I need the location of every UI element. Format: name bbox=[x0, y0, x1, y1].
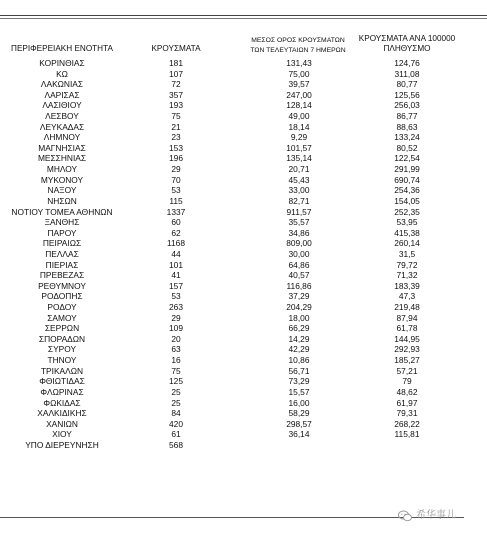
cell-mean: 82,71 bbox=[288, 195, 310, 206]
table-row bbox=[0, 323, 487, 334]
cell-mean: 809,00 bbox=[286, 238, 312, 249]
cell-region: ΠΡΕΒΕΖΑΣ bbox=[39, 270, 85, 281]
cell-cases: 70 bbox=[171, 174, 181, 185]
cell-per100k: 115,81 bbox=[394, 429, 420, 440]
cell-region: ΝΑΞΟΥ bbox=[47, 185, 77, 196]
table-row bbox=[0, 355, 487, 366]
cell-mean: 34,86 bbox=[288, 227, 310, 238]
cell-per100k: 79,72 bbox=[396, 259, 418, 270]
cell-cases: 125 bbox=[169, 376, 183, 387]
header-region: ΠΕΡΙΦΕΡΕΙΑΚΗ ΕΝΟΤΗΤΑ bbox=[11, 44, 113, 53]
cell-mean: 131,43 bbox=[286, 58, 312, 68]
cell-per100k: 252,35 bbox=[394, 206, 420, 217]
cell-per100k: 144,95 bbox=[394, 333, 420, 344]
table-row bbox=[0, 238, 487, 249]
cell-cases: 44 bbox=[171, 248, 181, 259]
cell-mean: 39,57 bbox=[288, 79, 310, 90]
cell-mean: 66,29 bbox=[288, 323, 310, 334]
cell-per100k: 47,3 bbox=[398, 291, 416, 302]
table-row bbox=[0, 100, 487, 111]
cell-region: ΞΑΝΘΗΣ bbox=[44, 217, 80, 228]
cell-per100k: 415,38 bbox=[394, 227, 420, 238]
cell-cases: 420 bbox=[169, 418, 183, 429]
cell-mean: 20,71 bbox=[288, 164, 310, 175]
cell-per100k: 61,97 bbox=[396, 397, 418, 408]
table-row bbox=[0, 185, 487, 196]
cell-mean: 45,43 bbox=[288, 174, 310, 185]
cell-cases: 61 bbox=[171, 429, 181, 440]
cell-region: ΠΙΕΡΙΑΣ bbox=[45, 259, 79, 270]
cell-mean: 911,57 bbox=[286, 206, 312, 217]
cell-region: ΦΘΙΩΤΙΔΑΣ bbox=[39, 376, 85, 387]
table-row bbox=[0, 58, 487, 69]
table-row bbox=[0, 366, 487, 377]
cell-per100k: 88,63 bbox=[396, 121, 418, 132]
cell-per100k: 185,27 bbox=[394, 355, 420, 366]
cell-per100k: 133,24 bbox=[394, 132, 420, 143]
cell-region: ΠΕΛΛΑΣ bbox=[45, 248, 79, 259]
cell-mean: 128,14 bbox=[286, 100, 312, 111]
cell-cases: 16 bbox=[171, 355, 181, 366]
cell-mean: 16,00 bbox=[288, 397, 310, 408]
header-per100k-line1: ΚΡΟΥΣΜΑΤΑ ΑΝΑ 100000 bbox=[358, 34, 456, 43]
cell-region: ΛΕΣΒΟΥ bbox=[45, 111, 79, 122]
cell-mean: 10,86 bbox=[288, 355, 310, 366]
cell-per100k: 79 bbox=[402, 376, 412, 387]
table-row bbox=[0, 196, 487, 207]
cell-per100k: 219,48 bbox=[394, 302, 420, 313]
cell-per100k: 690,74 bbox=[394, 174, 420, 185]
cell-cases: 75 bbox=[171, 365, 181, 376]
cell-region: ΤΡΙΚΑΛΩΝ bbox=[40, 365, 84, 376]
cell-region: ΝΗΣΩΝ bbox=[47, 195, 77, 206]
cell-region: ΧΑΛΚΙΔΙΚΗΣ bbox=[37, 408, 87, 419]
cell-cases: 157 bbox=[169, 280, 183, 291]
table-row bbox=[0, 344, 487, 355]
cell-cases: 568 bbox=[169, 439, 183, 450]
cell-mean: 30,00 bbox=[288, 248, 310, 259]
table-row bbox=[0, 79, 487, 90]
cell-region: ΡΟΔΟΥ bbox=[47, 302, 77, 313]
header-per100k-line2: ΠΛΗΘΥΣΜΟ bbox=[383, 44, 431, 53]
cell-mean: 135,14 bbox=[286, 153, 312, 164]
top-rule-double bbox=[0, 18, 487, 19]
cell-region: ΦΛΩΡΙΝΑΣ bbox=[40, 386, 84, 397]
cell-region: ΣΑΜΟΥ bbox=[47, 312, 77, 323]
cell-cases: 53 bbox=[171, 291, 181, 302]
cell-cases: 115 bbox=[169, 195, 183, 206]
cell-region: ΛΗΜΝΟΥ bbox=[43, 132, 81, 143]
table-row bbox=[0, 429, 487, 440]
cell-region: ΜΕΣΣΗΝΙΑΣ bbox=[37, 153, 87, 164]
cell-per100k: 48,62 bbox=[396, 386, 418, 397]
cell-mean: 14,29 bbox=[288, 333, 310, 344]
cell-mean: 36,14 bbox=[288, 429, 310, 440]
cell-region: ΚΩ bbox=[56, 68, 68, 79]
header-cases: ΚΡΟΥΣΜΑΤΑ bbox=[151, 44, 201, 53]
cell-cases: 263 bbox=[169, 302, 183, 313]
cell-cases: 84 bbox=[171, 408, 181, 419]
cell-region: ΛΑΣΙΘΙΟΥ bbox=[42, 100, 82, 111]
cell-cases: 25 bbox=[171, 386, 181, 397]
cell-mean: 42,29 bbox=[288, 344, 310, 355]
cell-cases: 21 bbox=[171, 121, 181, 132]
table-row bbox=[0, 313, 487, 324]
cell-mean: 35,57 bbox=[288, 217, 310, 228]
table-row bbox=[0, 387, 487, 398]
table-row bbox=[0, 143, 487, 154]
cell-per100k: 79,31 bbox=[396, 408, 418, 419]
table-row bbox=[0, 376, 487, 387]
cell-mean: 58,29 bbox=[288, 408, 310, 419]
cell-cases: 53 bbox=[171, 185, 181, 196]
cell-per100k: 124,76 bbox=[394, 58, 420, 68]
cell-region: ΝΟΤΙΟΥ ΤΟΜΕΑ ΑΘΗΝΩΝ bbox=[11, 206, 113, 217]
cell-cases: 109 bbox=[169, 323, 183, 334]
cell-per100k: 183,39 bbox=[394, 280, 420, 291]
table-row bbox=[0, 69, 487, 80]
header-mean-line1: ΜΕΣΟΣ ΟΡΟΣ ΚΡΟΥΣΜΑΤΩΝ bbox=[251, 37, 345, 44]
table-row bbox=[0, 270, 487, 281]
cell-per100k: 256,03 bbox=[394, 100, 420, 111]
cell-mean: 15,57 bbox=[288, 386, 310, 397]
cell-region: ΡΕΘΥΜΝΟΥ bbox=[38, 280, 86, 291]
cell-per100k: 80,77 bbox=[396, 79, 418, 90]
cell-per100k: 57,21 bbox=[396, 365, 418, 376]
table-row bbox=[0, 408, 487, 419]
cell-cases: 181 bbox=[169, 58, 183, 68]
watermark bbox=[398, 507, 482, 525]
header-mean bbox=[230, 36, 366, 56]
cell-region: ΦΩΚΙΔΑΣ bbox=[43, 397, 81, 408]
cell-cases: 196 bbox=[169, 153, 183, 164]
table-row bbox=[0, 132, 487, 143]
table-row bbox=[0, 228, 487, 239]
table-row bbox=[0, 260, 487, 271]
cell-mean: 116,86 bbox=[286, 280, 312, 291]
cell-mean: 73,29 bbox=[288, 376, 310, 387]
cell-per100k: 260,14 bbox=[394, 238, 420, 249]
cell-region: ΚΟΡΙΝΘΙΑΣ bbox=[39, 58, 85, 68]
cell-cases: 72 bbox=[171, 79, 181, 90]
cell-cases: 101 bbox=[169, 259, 183, 270]
cell-per100k: 154,05 bbox=[394, 195, 420, 206]
cell-cases: 25 bbox=[171, 397, 181, 408]
cell-mean: 204,29 bbox=[286, 302, 312, 313]
cell-mean: 56,71 bbox=[288, 365, 310, 376]
cell-per100k: 71,32 bbox=[396, 270, 418, 281]
cell-per100k: 291,99 bbox=[394, 164, 420, 175]
cell-per100k: 61,78 bbox=[396, 323, 418, 334]
cell-per100k: 125,56 bbox=[394, 89, 420, 100]
cell-per100k: 311,08 bbox=[394, 68, 420, 79]
table-row bbox=[0, 419, 487, 430]
wechat-icon bbox=[398, 510, 412, 522]
watermark-text: 希华事儿 bbox=[416, 510, 456, 521]
cell-per100k: 122,54 bbox=[394, 153, 420, 164]
table-row bbox=[0, 291, 487, 302]
cell-region: ΡΟΔΟΠΗΣ bbox=[41, 291, 83, 302]
bottom-rule bbox=[0, 517, 464, 518]
cell-per100k: 80,52 bbox=[396, 142, 418, 153]
cell-cases: 75 bbox=[171, 111, 181, 122]
table-row bbox=[0, 398, 487, 409]
cell-per100k: 254,36 bbox=[394, 185, 420, 196]
cell-region: ΠΑΡΟΥ bbox=[47, 227, 77, 238]
table-row bbox=[0, 207, 487, 218]
cell-region: ΣΕΡΡΩΝ bbox=[44, 323, 80, 334]
cell-region: ΛΑΡΙΣΑΣ bbox=[44, 89, 80, 100]
cases-table bbox=[0, 58, 487, 451]
cell-cases: 20 bbox=[171, 333, 181, 344]
table-row bbox=[0, 281, 487, 292]
cell-region: ΣΥΡΟΥ bbox=[47, 344, 77, 355]
table-row bbox=[0, 164, 487, 175]
cell-cases: 62 bbox=[171, 227, 181, 238]
cell-per100k: 292,93 bbox=[394, 344, 420, 355]
cell-per100k: 268,22 bbox=[394, 418, 420, 429]
cell-per100k: 86,77 bbox=[396, 111, 418, 122]
cell-region: ΣΠΟΡΑΔΩΝ bbox=[38, 333, 86, 344]
cell-cases: 1337 bbox=[166, 206, 186, 217]
cell-region: ΛΕΥΚΑΔΑΣ bbox=[39, 121, 85, 132]
cell-region: ΜΑΓΝΗΣΙΑΣ bbox=[38, 142, 86, 153]
cell-region: ΧΑΝΙΩΝ bbox=[46, 418, 78, 429]
cell-region: ΜΗΛΟΥ bbox=[46, 164, 78, 175]
cell-mean: 40,57 bbox=[288, 270, 310, 281]
cell-cases: 153 bbox=[169, 142, 183, 153]
table-row bbox=[0, 122, 487, 133]
cell-cases: 1168 bbox=[166, 238, 185, 249]
cell-mean: 18,00 bbox=[288, 312, 310, 323]
cell-mean: 101,57 bbox=[286, 142, 312, 153]
table-row bbox=[0, 175, 487, 186]
cell-region: ΠΕΙΡΑΙΩΣ bbox=[42, 238, 82, 249]
top-rule bbox=[0, 15, 487, 16]
table-row bbox=[0, 153, 487, 164]
cell-region: ΤΗΝΟΥ bbox=[47, 355, 77, 366]
cell-mean: 18,14 bbox=[288, 121, 310, 132]
cell-cases: 63 bbox=[171, 344, 181, 355]
table-row bbox=[0, 302, 487, 313]
cell-cases: 193 bbox=[169, 100, 183, 111]
cell-cases: 357 bbox=[169, 89, 183, 100]
cell-cases: 107 bbox=[169, 68, 183, 79]
cell-region: ΛΑΚΩΝΙΑΣ bbox=[40, 79, 84, 90]
cell-region: ΥΠΟ ΔΙΕΡΕΥΝΗΣΗ bbox=[25, 439, 99, 450]
cell-mean: 298,57 bbox=[286, 418, 312, 429]
table-row bbox=[0, 217, 487, 228]
cell-per100k: 53,95 bbox=[396, 217, 418, 228]
cell-region: ΜΥΚΟΝΟΥ bbox=[40, 174, 84, 185]
cell-cases: 29 bbox=[171, 164, 181, 175]
table-row bbox=[0, 90, 487, 101]
table-row bbox=[0, 440, 487, 451]
cell-cases: 41 bbox=[171, 270, 181, 281]
cell-mean: 75,00 bbox=[288, 68, 310, 79]
cell-cases: 29 bbox=[171, 312, 181, 323]
cell-mean: 37,29 bbox=[288, 291, 310, 302]
cell-cases: 23 bbox=[171, 132, 181, 143]
cell-mean: 64,86 bbox=[288, 259, 310, 270]
cell-mean: 49,00 bbox=[288, 111, 310, 122]
table-row bbox=[0, 249, 487, 260]
cell-mean: 33,00 bbox=[288, 185, 310, 196]
cell-per100k: 31,5 bbox=[398, 248, 416, 259]
cell-mean: 9,29 bbox=[290, 132, 308, 143]
header-mean-line2: ΤΩΝ ΤΕΛΕΥΤΑΙΩΝ 7 ΗΜΕΡΩΝ bbox=[250, 47, 346, 54]
cell-region: ΧΙΟΥ bbox=[52, 429, 72, 440]
cell-per100k: 87,94 bbox=[396, 312, 418, 323]
header-per100k bbox=[350, 34, 464, 54]
cell-cases: 60 bbox=[171, 217, 181, 228]
cell-mean: 247,00 bbox=[286, 89, 312, 100]
table-row bbox=[0, 111, 487, 122]
table-row bbox=[0, 334, 487, 345]
